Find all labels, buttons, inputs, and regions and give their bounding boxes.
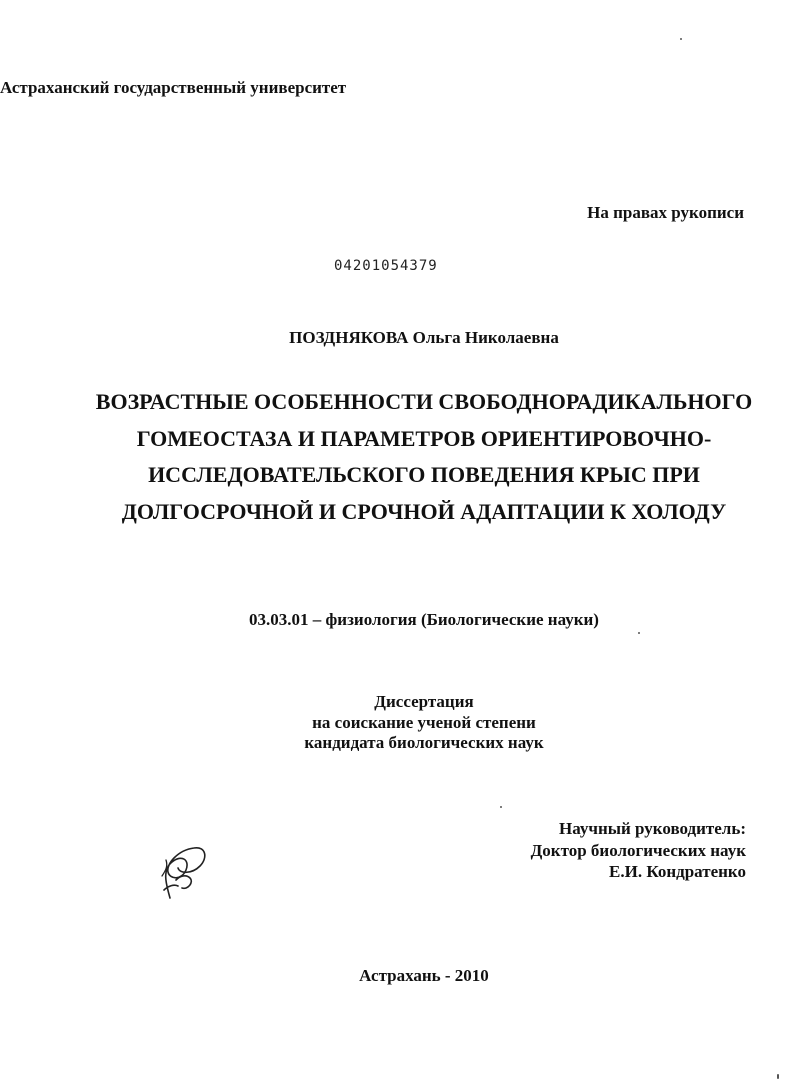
scan-speck xyxy=(680,38,682,40)
title-line: ДОЛГОСРОЧНОЙ И СРОЧНОЙ АДАПТАЦИИ К ХОЛОДУ xyxy=(121,498,727,524)
supervisor-label: Научный руководитель: xyxy=(559,819,746,838)
dissertation-type-block xyxy=(0,692,796,754)
dissertation-title xyxy=(0,384,796,530)
author-surname: ПОЗДНЯКОВА xyxy=(289,328,409,347)
supervisor-block xyxy=(531,818,746,883)
scan-speck xyxy=(638,632,640,634)
supervisor-name: Е.И. Кондратенко xyxy=(609,862,746,881)
city-and-year: Астрахань - 2010 xyxy=(359,966,489,985)
title-line: ВОЗРАСТНЫЕ ОСОБЕННОСТИ СВОБОДНОРАДИКАЛЬНОГО xyxy=(95,389,753,414)
manuscript-rights-note: На правах рукописи xyxy=(587,203,744,222)
dissertation-label: Диссертация xyxy=(374,692,474,711)
title-line: ГОМЕОСТАЗА И ПАРАМЕТРОВ ОРИЕНТИРОВОЧНО- xyxy=(136,425,712,451)
registration-number: 04201054379 xyxy=(334,258,438,274)
degree-name: кандидата биологических наук xyxy=(304,733,544,752)
specialty-code: 03.03.01 – физиология (Биологические науки) xyxy=(249,610,599,629)
degree-purpose: на соискание ученой степени xyxy=(312,712,536,732)
handwritten-signature xyxy=(156,840,212,902)
author-name xyxy=(0,328,796,348)
supervisor-degree: Доктор биологических наук xyxy=(530,840,746,860)
author-given-names: Ольга Николаевна xyxy=(412,328,559,347)
scan-speck xyxy=(500,806,502,808)
scan-speck xyxy=(777,1074,779,1079)
university-name: Астраханский государственный университет xyxy=(0,78,347,97)
title-line: ИССЛЕДОВАТЕЛЬСКОГО ПОВЕДЕНИЯ КРЫС ПРИ xyxy=(148,462,700,487)
